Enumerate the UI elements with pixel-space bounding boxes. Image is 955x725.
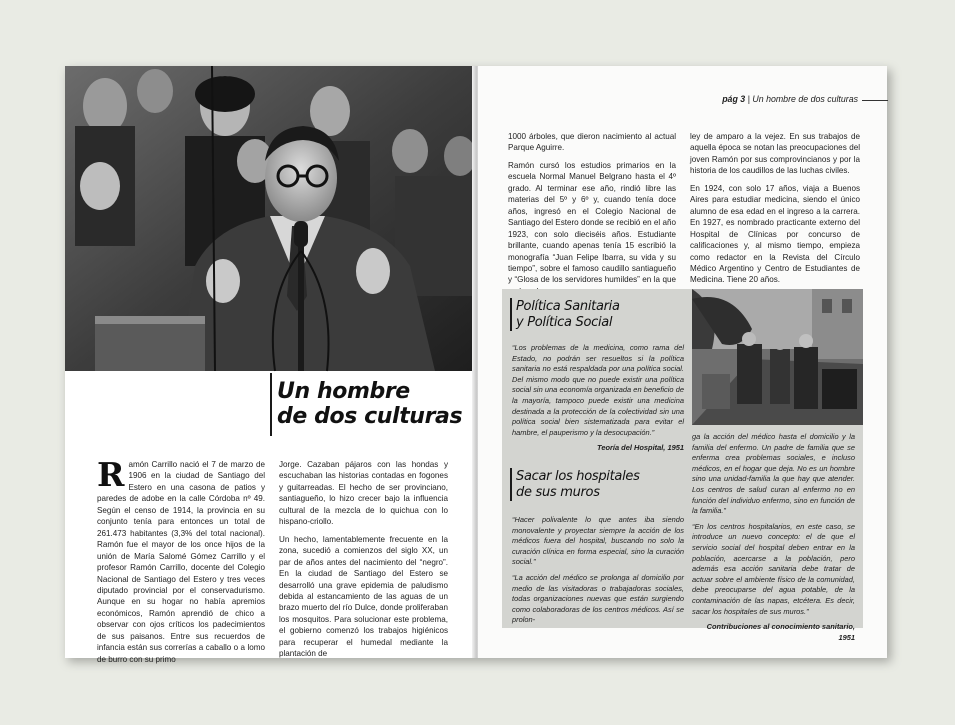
right-column-1 bbox=[508, 131, 676, 303]
heading-line: Sacar los hospitales bbox=[516, 469, 640, 484]
heading-line: de sus muros bbox=[516, 484, 600, 500]
quote-block-3 bbox=[692, 432, 855, 648]
paragraph: 1000 árboles, que dieron nacimiento al actual Parque Aguirre. bbox=[508, 132, 676, 153]
paragraph: Ramón cursó los estudios primarios en la escuela Normal Manuel Belgrano hasta el 4º grado. Al terminar ese año, rindió libre las materias del 5º y 6º y, cuando tenía doce años, ingresó en el Colegio Nacional de Santiago del Estero donde se recibió en el año 1923, con solo dieciséis años. Estudiante brillante, cuando apenas tenía 15 escribió la monografía “Juan Felipe Ibarra, su vida y su tiempo”, sobre el famoso caudillo santiagueño y “Glosa de los servidores humildes” en la que bbox=[508, 160, 676, 285]
quote: “Hacer polivalente lo que antes iba siendo monovalente y proyectar siempre la acción de los médicos fuera del hospital, buscando no solo la curación clínica en forma especial, sino la curación social.” bbox=[512, 515, 684, 567]
quote: ga la acción del médico hasta el domicilio y la familia del enfermo. Un padre de familia que se enferma crea problemas sociales, e incluso médicos, en el hogar que deja. No es un hombre sino una unidad-familia la que hay que atender. Los centros de salud curan al enfermo no en función del individuo enfermo, sino en función de la familia.” bbox=[692, 432, 855, 516]
section-name: Un hombre de dos culturas bbox=[752, 94, 858, 104]
paragraph: amón Carrillo nació el 7 de marzo de 1906 en la ciudad de Santiago del Estero en una casona de patios y paredes de adobe en la calle Córdoba nº 49. Según el censo de 1914, la provincia en su conjunto tenía para entonces un total de 261.473 habitantes (3,3% del total nacional). Ramón fue el mayor de los once hijos de la unión de María Salomé Gómez Carrillo y el profesor Ramón Carrillo, docente del Colegio Nacional de Santiago del Estero y tres veces diputado provincial por el conservadurismo. Aunque en su hogar no había apremios económicos, Ramón aprendió de chico a observar con ojos críticos los padecimientos de sus paisanos. Entre sus recuerdos de infancia están sus correrías a caballo o a lomo de burro con su primo bbox=[97, 460, 265, 664]
separator: | bbox=[747, 94, 750, 104]
quote-block-2 bbox=[512, 515, 684, 631]
running-head bbox=[718, 93, 888, 107]
paragraph: Jorge. Cazaban pájaros con las hondas y escuchaban las historias contadas en fogones y guitarreadas. El hecho de ser provinciano, santiagueño, lo hizo crecer bajo la influencia cultural de la mezcla de lo quichua con lo hispano-criollo. bbox=[279, 460, 448, 527]
right-column-2 bbox=[690, 131, 860, 292]
quote-attribution: Teoría del Hospital, 1951 bbox=[597, 443, 684, 453]
heading-line: Política Sanitaria bbox=[516, 299, 620, 314]
quote: “En los centros hospitalarios, en este caso, se introduce un nuevo concepto: el de que el servicio social del hospital deben entrar en la población, acercarse a la población, pero además esa acción sanitaria debe tratar de actuar sobre el ambiente físico de la comunidad, debe preocuparse del agua potable, de la contaminación de las napas, etcétera. Es decir, sacar los hospitales de sus muros.” bbox=[692, 521, 855, 616]
heading-rule bbox=[510, 468, 512, 501]
box-heading-1 bbox=[516, 299, 620, 330]
heading-rule bbox=[510, 298, 512, 331]
left-column-2 bbox=[279, 459, 448, 666]
quote: “La acción del médico se prolonga al domicilio por medio de las visitadoras o trabajadoras sociales, todas organizaciones nuevas que están surgiendo como colaboradoras de los centros médicos. Así se prolon- bbox=[512, 572, 684, 625]
running-head-text bbox=[722, 94, 858, 104]
speaker-photo bbox=[65, 66, 474, 371]
title-rule bbox=[270, 373, 272, 436]
article-title bbox=[277, 379, 472, 429]
left-column-1 bbox=[97, 455, 265, 671]
quote-attribution: Contribuciones al conocimiento sanitario, 1951 bbox=[706, 622, 855, 642]
left-page bbox=[65, 66, 474, 664]
drop-cap: R bbox=[97, 455, 125, 494]
sidebar-box bbox=[502, 289, 863, 642]
street-photo bbox=[692, 289, 863, 425]
right-page bbox=[478, 66, 887, 658]
paragraph: En 1924, con solo 17 años, viaja a Buenos Aires para estudiar medicina, siendo el único alumno de esa edad en el ingreso a la carrera. En 1927, es nombrado practicante externo del Hospital de Clínicas por concurso de calificaciones y, al mismo tiempo, empieza como redactor en la Revista del Círculo Médico Argentino y Centro de Estudiantes de Medicina. Tiene 20 años. bbox=[690, 183, 860, 285]
running-head-rule bbox=[862, 100, 888, 101]
title-line-1: Un hombre bbox=[277, 379, 410, 404]
quote-block-1 bbox=[512, 343, 684, 459]
heading-line: y Política Social bbox=[516, 314, 613, 330]
box-heading-2 bbox=[516, 469, 640, 500]
paragraph: Un hecho, lamentablemente frecuente en la zona, sucedió a comienzos del siglo XX, un par de años antes del nacimiento del “negro”. En la ciudad de Santiago del Estero se desarrolló una grave epidemia de paludismo debida al estancamiento de las aguas de un brazo muerto del río Dulce, donde proliferaban los mosquitos. Para solucionar este problema, el gobierno comenzó los trabajos higiénicos para recuperar el humedal mediante la plantación de bbox=[279, 534, 448, 659]
paragraph: ley de amparo a la vejez. En sus trabajos de aquella época se notan las preocupaciones del joven Ramón por sus comprovincianos y por la historia de los caudillos de las luchas civiles. bbox=[690, 132, 860, 176]
title-line-2: de dos culturas bbox=[277, 404, 463, 429]
quote: “Los problemas de la medicina, como rama del Estado, no podrán ser resueltos si la política sanitaria no está respaldada por una política social. Del mismo modo que no puede existir una política social sin una economía organizada en beneficio de la mayoría, tampoco puede existir una medicina destinada a la protección de la colectividad sin una política social bien sistematizada para evitar el hambre, el pauperismo y la desocupación.” bbox=[512, 343, 684, 437]
page-number: pág 3 bbox=[722, 94, 746, 104]
